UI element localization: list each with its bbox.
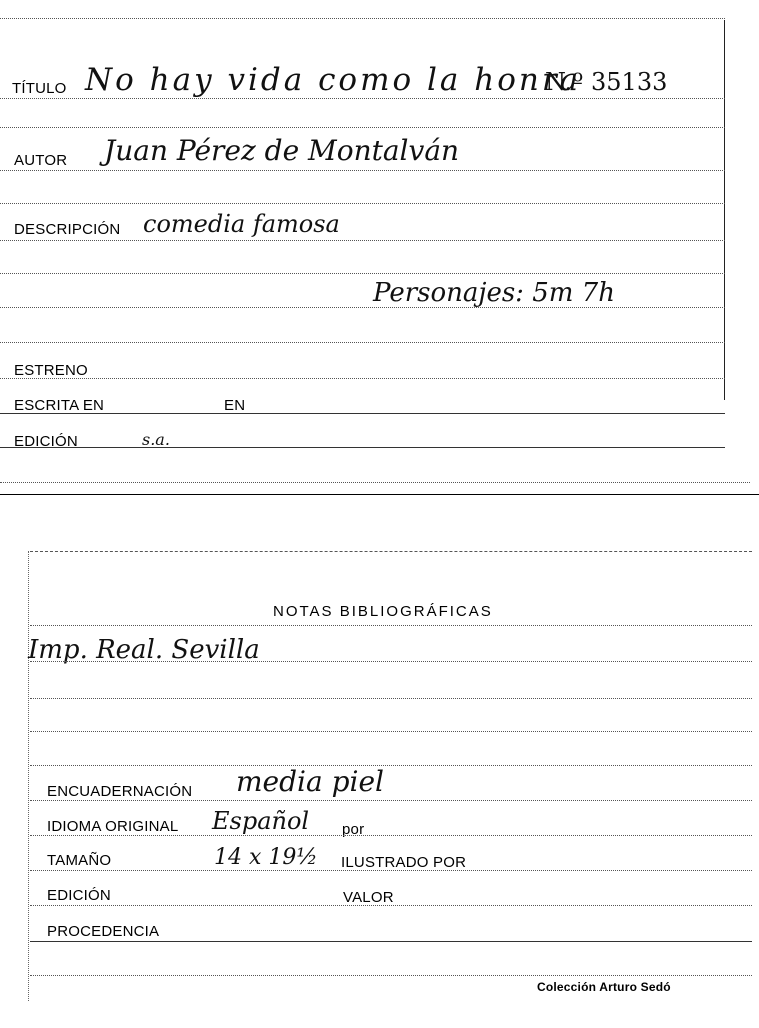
en-label: EN [224,397,246,414]
card-left-edge [28,551,29,1001]
descripcion-label: DESCRIPCIÓN [14,221,121,238]
autor-label: AUTOR [14,152,68,169]
rule-line [30,625,752,626]
edicion-label: EDICIÓN [14,433,78,450]
titulo-label: TÍTULO [12,80,67,97]
rule-line [0,127,725,128]
catalog-card-top [0,0,759,495]
card-top-edge [0,18,725,19]
rule-line [0,307,725,308]
encuadernacion-label: ENCUADERNACIÓN [47,783,193,800]
escrita-en-line [0,413,725,414]
tamano-line [30,870,752,871]
edicion-value: s.a. [142,430,170,449]
tamano-label: TAMAÑO [47,852,112,869]
idioma-label: IDIOMA ORIGINAL [47,818,179,835]
encuadernacion-line [30,800,752,801]
descripcion-value: comedia famosa [143,210,340,238]
card-bottom-edge [30,975,752,976]
numero-value: N.º 35133 [545,68,668,96]
estreno-label: ESTRENO [14,362,88,379]
idioma-value: Español [212,807,310,835]
titulo-value: No hay vida como la honra [85,62,582,98]
notas-heading: NOTAS BIBLIOGRÁFICAS [273,603,493,620]
estreno-line [0,378,725,379]
escrita-en-label: ESCRITA EN [14,397,105,414]
idioma-line [30,835,752,836]
titulo-line [0,98,725,99]
valor-label: VALOR [343,889,394,906]
edicion-label: EDICIÓN [47,887,111,904]
rule-line [30,765,752,766]
coleccion-credit: Colección Arturo Sedó [537,980,671,994]
rule-line [0,342,725,343]
tamano-value: 14 x 19½ [214,845,318,870]
rule-line [30,698,752,699]
rule-line [0,203,725,204]
procedencia-label: PROCEDENCIA [47,923,160,940]
rule-line [0,273,725,274]
autor-line [0,170,725,171]
procedencia-line [30,941,752,942]
card-top-edge [30,551,752,552]
descripcion-line [0,240,725,241]
ilustrado-label: ILUSTRADO POR [341,854,467,871]
autor-value: Juan Pérez de Montalván [104,134,460,167]
personajes-value: Personajes: 5m 7h [373,278,615,308]
edicion-line [30,905,752,906]
catalog-card-bottom [0,495,759,1028]
encuadernacion-value: media piel [236,765,384,798]
edicion-line [0,447,725,448]
rule-line [30,731,752,732]
notas-note: Imp. Real. Sevilla [28,635,260,665]
rule-line [30,661,752,662]
card-bottom-edge [0,482,750,483]
por-label: por [342,821,365,838]
card-right-edge [724,20,725,400]
